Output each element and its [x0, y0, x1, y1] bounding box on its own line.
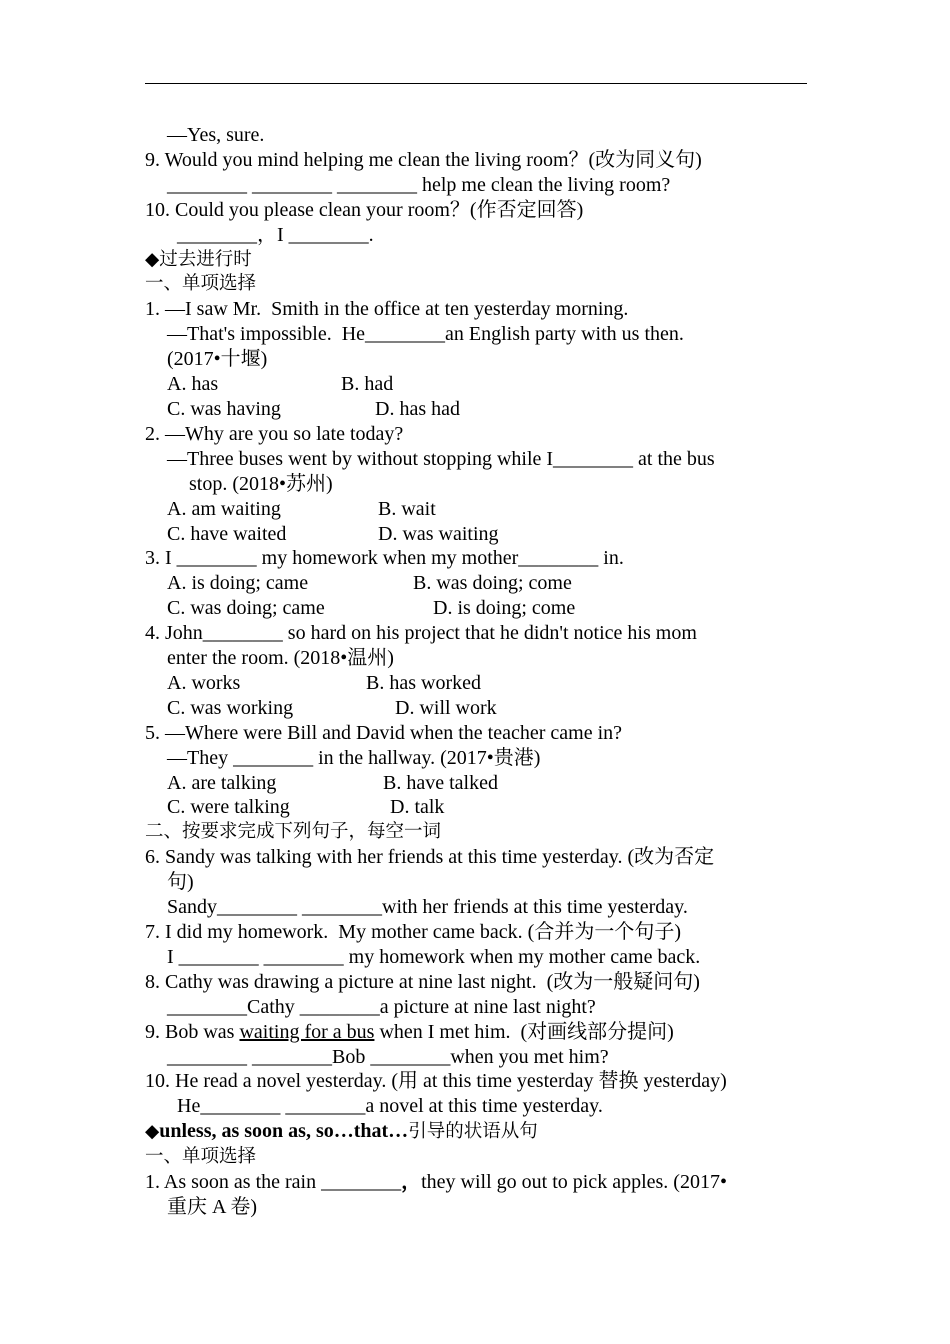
- option-c: C. have waited: [167, 522, 287, 545]
- header-rule: [145, 83, 807, 84]
- s3-q1-comma: ，: [401, 1171, 422, 1194]
- s1-q5-options-cd: [145, 795, 815, 820]
- option-d: D. will work: [395, 696, 497, 719]
- s1-q5-line2: —They ________ in the hallway. (2017•贵港): [167, 746, 541, 769]
- s2-q6-line2: 句): [167, 871, 194, 894]
- s2-q6-blank: Sandy________ ________with her friends at this time yesterday.: [167, 896, 688, 919]
- s1-q1-options-cd: [145, 397, 815, 422]
- answer-line: —Yes, sure.: [167, 124, 265, 146]
- title-rest: 引导的状语从句: [408, 1121, 538, 1143]
- s1-q3-options-ab: [145, 571, 815, 596]
- q9-underlined-phrase: waiting for a bus: [239, 1020, 375, 1043]
- s2-q10-stem: 10. He read a novel yesterday. (用 at this time yesterday 替换 yesterday): [145, 1070, 727, 1093]
- option-a: A. are talking: [167, 771, 277, 794]
- s2-q9-blank: ________ ________Bob ________when you met him?: [167, 1045, 609, 1068]
- section-title-past-continuous: ◆过去进行时: [145, 248, 252, 270]
- s3-q1-line2: 重庆 A 卷): [167, 1195, 257, 1218]
- option-b: B. wait: [378, 497, 436, 520]
- s2-q8-stem: 8. Cathy was drawing a picture at nine last night. (改为一般疑问句): [145, 970, 700, 993]
- s3-q1-stem: [145, 1170, 815, 1195]
- option-d: D. is doing; come: [433, 597, 576, 620]
- s1-q2-line2: —Three buses went by without stopping while I________ at the bus: [167, 447, 715, 470]
- s1-q5-options-ab: [145, 771, 815, 796]
- question-9-stem: 9. Would you mind helping me clean the living room？(改为同义句): [145, 148, 702, 171]
- option-c: C. was working: [167, 696, 294, 719]
- document-body: [145, 123, 815, 1220]
- s2-q9-stem: [145, 1020, 815, 1045]
- s1-q2-line3: stop. (2018•苏州): [189, 472, 333, 495]
- s1-q1-options-ab: [145, 372, 815, 397]
- s2-q10-blank: He________ ________a novel at this time yesterday.: [177, 1095, 603, 1118]
- option-c: C. was having: [167, 397, 281, 420]
- option-c: C. was doing; came: [167, 597, 325, 620]
- s1-q4-options-ab: [145, 671, 815, 696]
- title-bold-keywords: unless, as soon as, so…that…: [159, 1120, 409, 1143]
- q9-pre: 9. Bob was: [145, 1020, 240, 1043]
- s1-q1-stem: 1. —I saw Mr. Smith in the office at ten yesterday morning.: [145, 298, 629, 321]
- question-10-blank: ________，I ________.: [177, 223, 374, 246]
- s1-q4-stem: 4. John________ so hard on his project that he didn't notice his mom: [145, 622, 697, 645]
- option-d: D. has had: [375, 397, 460, 420]
- s1-q5-stem: 5. —Where were Bill and David when the teacher came in?: [145, 721, 623, 744]
- s3-q1-stem-post: they will go out to pick apples. (2017•: [421, 1171, 727, 1194]
- subsection-complete-sentences: 二、按要求完成下列句子，每空一词: [145, 821, 442, 843]
- s2-q7-blank: I ________ ________ my homework when my mother came back.: [167, 945, 701, 968]
- q9-post: when I met him. (对画线部分提问): [374, 1020, 674, 1043]
- question-10-stem: 10. Could you please clean your room？(作否定回答): [145, 198, 584, 221]
- option-c: C. were talking: [167, 796, 290, 819]
- option-d: D. talk: [390, 796, 445, 819]
- s2-q7-stem: 7. I did my homework. My mother came back. (合并为一个句子): [145, 921, 682, 943]
- option-a: A. is doing; came: [167, 572, 309, 595]
- subsection-single-choice: 一、单项选择: [145, 273, 257, 295]
- s1-q1-line3: (2017•十堰): [167, 348, 268, 371]
- diamond-bullet: ◆: [145, 1121, 160, 1143]
- option-a: A. works: [167, 671, 241, 694]
- s2-q6-stem: 6. Sandy was talking with her friends at this time yesterday. (改为否定: [145, 846, 715, 869]
- option-a: A. am waiting: [167, 497, 281, 520]
- s1-q3-options-cd: [145, 596, 815, 621]
- question-9-blank: ________ ________ ________ help me clean the living room?: [167, 173, 671, 196]
- s1-q4-options-cd: [145, 696, 815, 721]
- option-b: B. was doing; come: [413, 572, 572, 595]
- s1-q2-options-ab: [145, 497, 815, 522]
- s3-q1-stem-pre: 1. As soon as the rain ________: [145, 1171, 402, 1194]
- s1-q2-options-cd: [145, 522, 815, 547]
- s2-q8-blank: ________Cathy ________a picture at nine last night?: [167, 995, 596, 1018]
- option-b: B. have talked: [383, 771, 498, 794]
- section-title-adverbial-clauses: [145, 1119, 815, 1145]
- s1-q3-stem: 3. I ________ my homework when my mother________ in.: [145, 547, 624, 570]
- subsection-single-choice-2: 一、单项选择: [145, 1146, 257, 1168]
- s1-q2-stem: 2. —Why are you so late today?: [145, 422, 404, 445]
- s1-q4-line2: enter the room. (2018•温州): [167, 647, 394, 670]
- option-b: B. has worked: [366, 671, 481, 694]
- option-a: A. has: [167, 373, 219, 396]
- option-b: B. had: [341, 373, 394, 396]
- s1-q1-line2: —That's impossible. He________an English party with us then.: [167, 323, 684, 346]
- option-d: D. was waiting: [378, 522, 499, 545]
